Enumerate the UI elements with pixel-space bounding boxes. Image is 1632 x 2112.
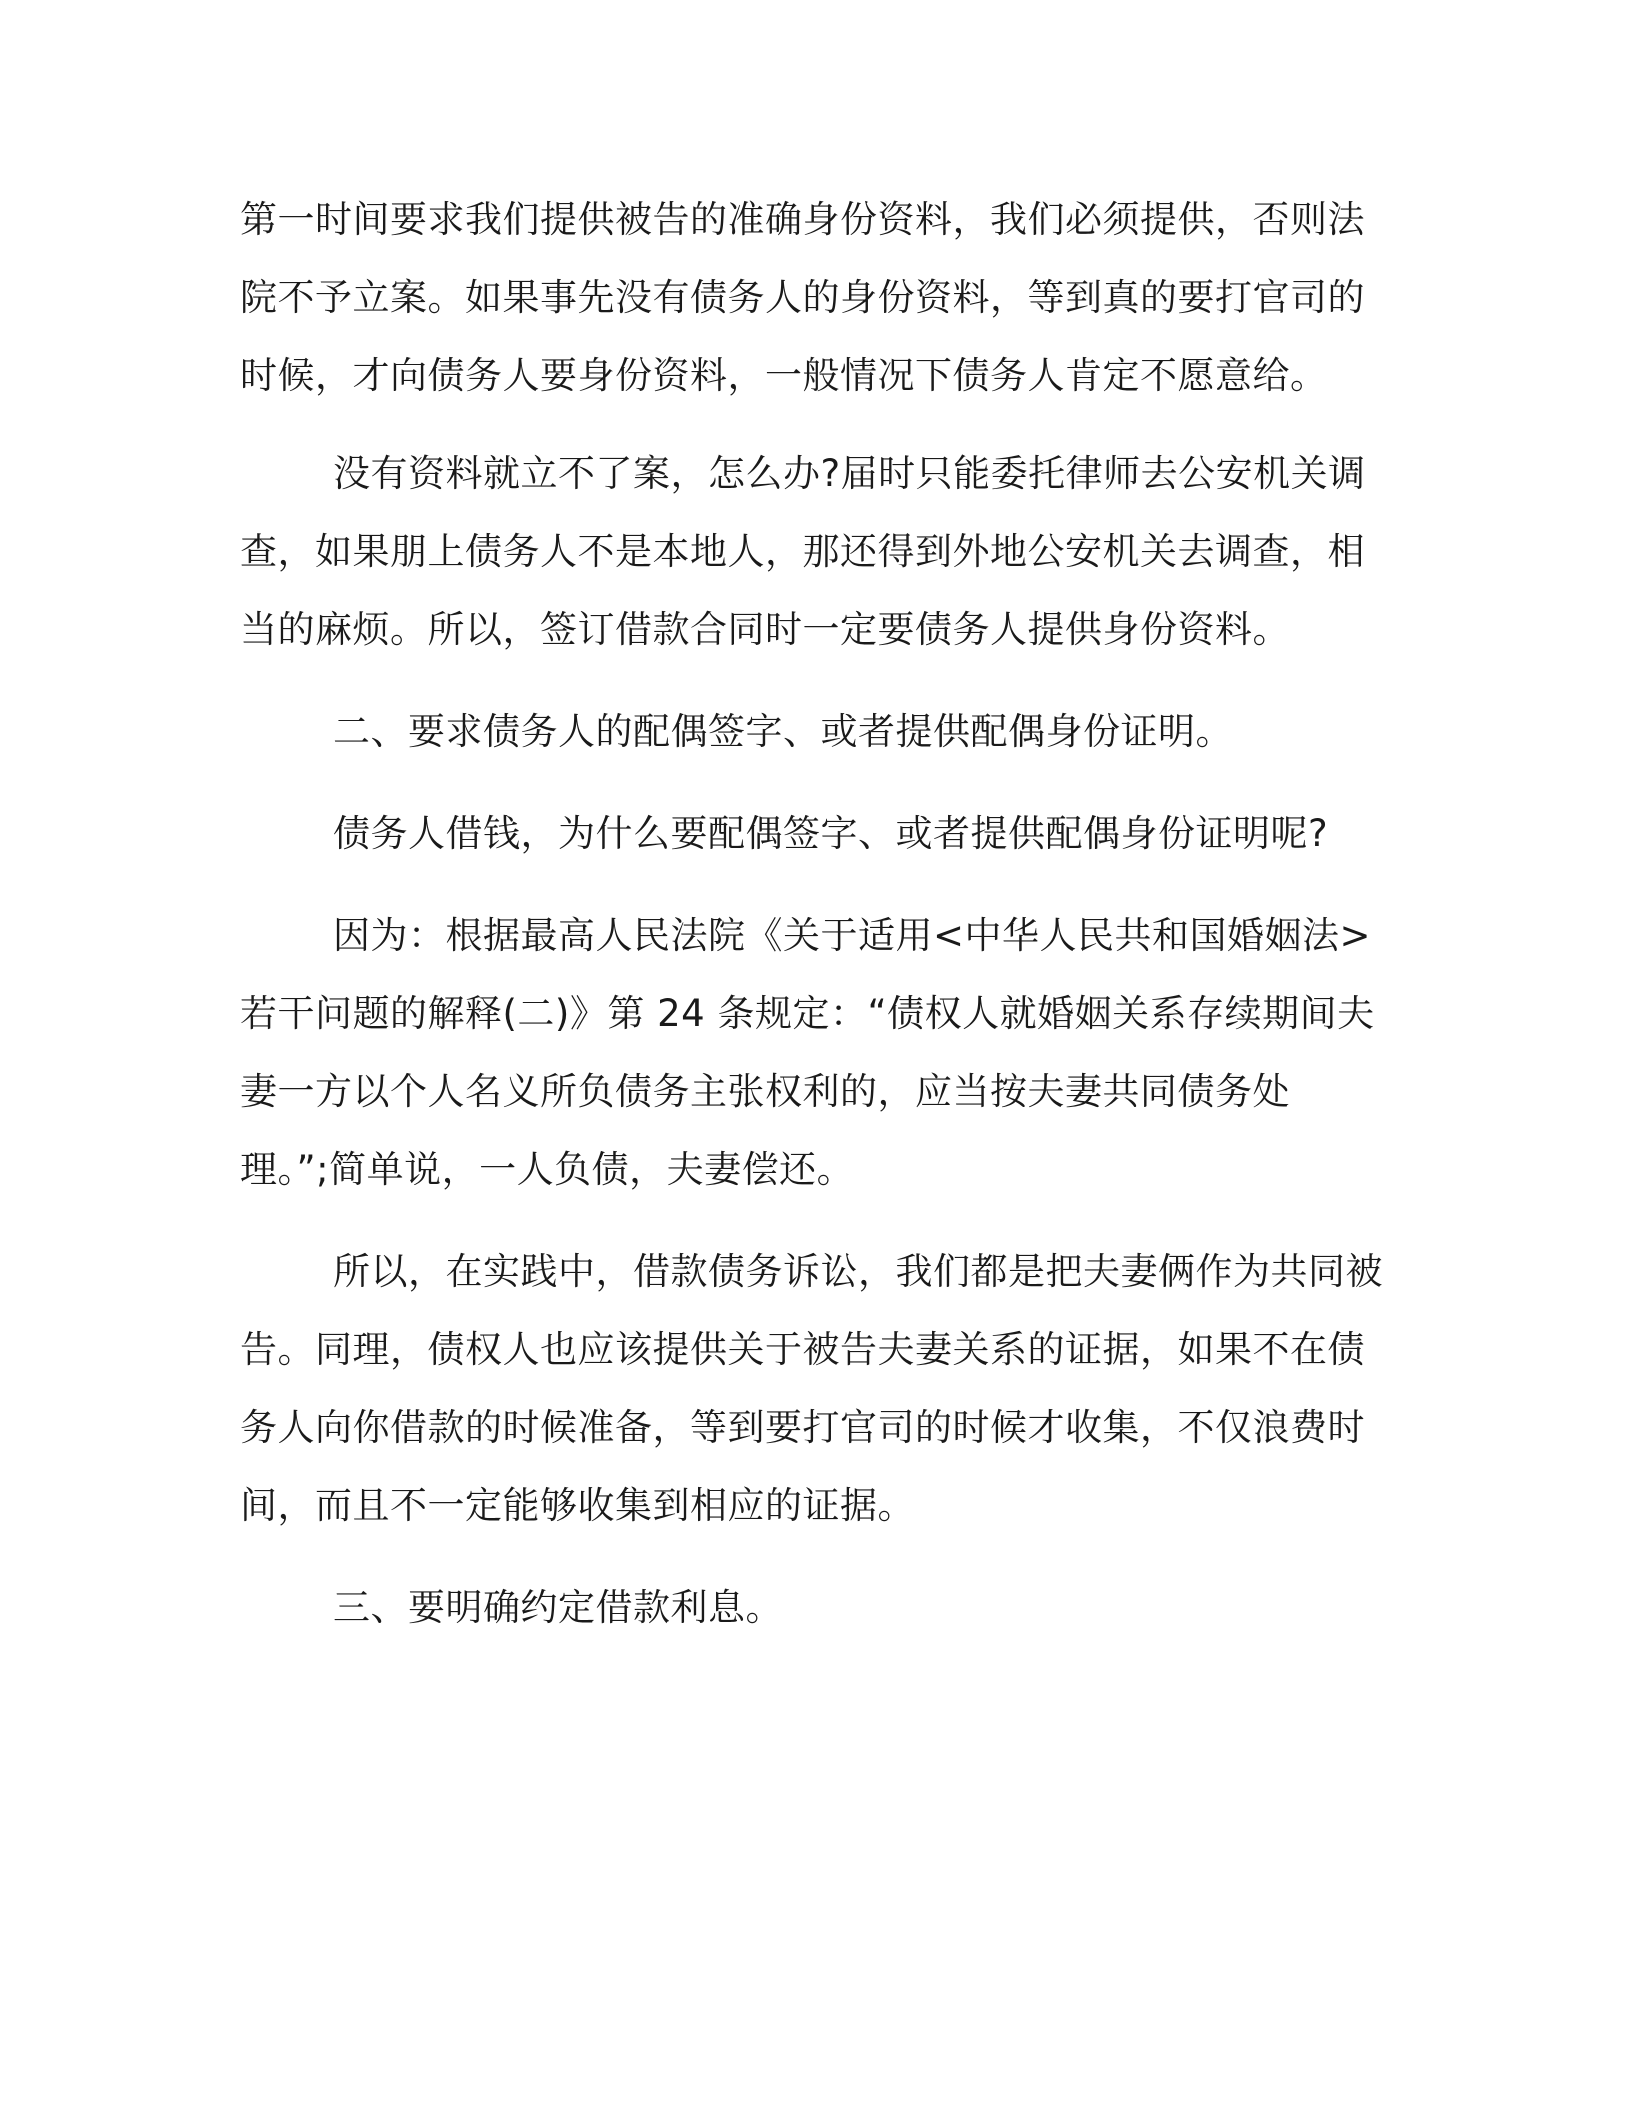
paragraph-practice-line-1: 所以，在实践中，借款债务诉讼，我们都是把夫妻俩作为共同被 — [333, 1250, 1383, 1293]
paragraph-practice-line-2: 告。同理，债权人也应该提供关于被告夫妻关系的证据，如果不在债 — [240, 1328, 1365, 1371]
section-heading-3: 三、要明确约定借款利息。 — [333, 1586, 783, 1629]
paragraph-1-line-3: 时候，才向债务人要身份资料，一般情况下债务人肯定不愿意给。 — [240, 354, 1328, 397]
paragraph-practice-line-3: 务人向你借款的时候准备，等到要打官司的时候才收集，不仅浪费时 — [240, 1406, 1365, 1449]
paragraph-1-line-2: 院不予立案。如果事先没有债务人的身份资料，等到真的要打官司的 — [240, 276, 1365, 319]
paragraph-law-line-4: 理。”;简单说，一人负债，夫妻偿还。 — [240, 1148, 855, 1191]
paragraph-law-line-2: 若干问题的解释(二)》第 24 条规定：“债权人就婚姻关系存续期间夫 — [240, 992, 1375, 1035]
paragraph-practice-line-4: 间，而且不一定能够收集到相应的证据。 — [240, 1484, 915, 1527]
paragraph-law-line-3: 妻一方以个人名义所负债务主张权利的，应当按夫妻共同债务处 — [240, 1070, 1290, 1113]
paragraph-2-line-3: 当的麻烦。所以，签订借款合同时一定要债务人提供身份资料。 — [240, 608, 1290, 651]
paragraph-2-line-2: 查，如果朋上债务人不是本地人，那还得到外地公安机关去调查，相 — [240, 530, 1365, 573]
paragraph-1-line-1: 第一时间要求我们提供被告的准确身份资料，我们必须提供，否则法 — [240, 198, 1365, 241]
paragraph-law-line-1: 因为：根据最高人民法院《关于适用<中华人民共和国婚姻法> — [333, 914, 1372, 957]
section-heading-2: 二、要求债务人的配偶签字、或者提供配偶身份证明。 — [333, 710, 1233, 753]
paragraph-question: 债务人借钱，为什么要配偶签字、或者提供配偶身份证明呢? — [333, 812, 1329, 855]
paragraph-2-line-1: 没有资料就立不了案，怎么办?届时只能委托律师去公安机关调 — [333, 452, 1366, 495]
